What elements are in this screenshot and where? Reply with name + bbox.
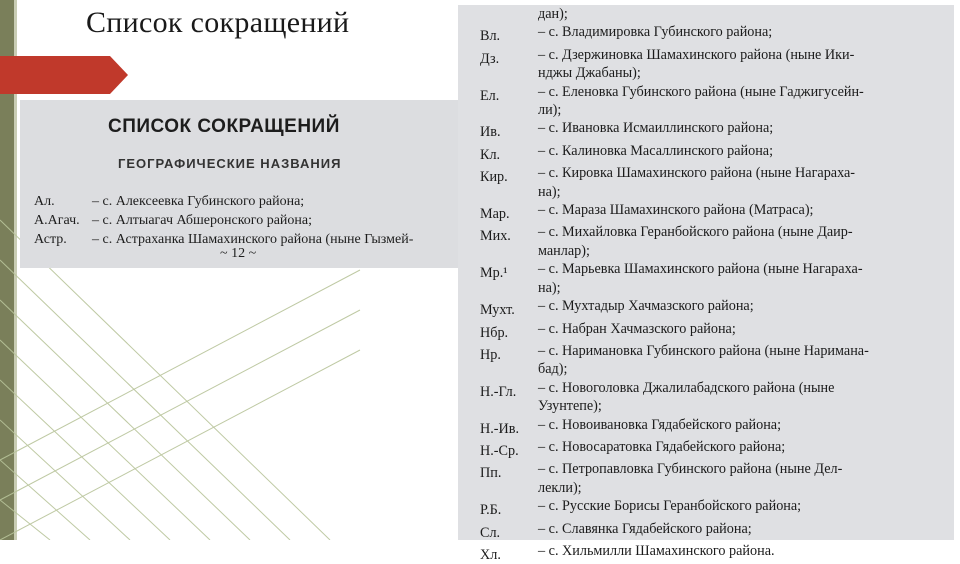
definition: – с. Хильмилли Шамахинского района.	[538, 542, 775, 559]
abbreviation: Ел.	[480, 87, 500, 104]
abbreviation: Астр.	[34, 232, 67, 247]
definition: – с. Алексеевка Губинского района;	[92, 194, 305, 209]
scan-subheading: ГЕОГРАФИЧЕСКИЕ НАЗВАНИЯ	[118, 156, 342, 171]
definition: – с. Набран Хачмазского района;	[538, 320, 736, 337]
slide-title: Список сокращений	[86, 6, 350, 39]
abbreviation: Мих.	[480, 228, 511, 245]
definition: – с. Астраханка Шамахинского района (ныне Гызмей-	[92, 232, 414, 247]
definition: – с. Мухтадыр Хачмазского района;	[538, 298, 754, 315]
list-item	[34, 192, 454, 211]
abbreviation: Н.-Гл.	[480, 383, 517, 400]
definition: – с. Мараза Шамахинского района (Матраса);	[538, 202, 814, 219]
abbreviation: Кир.	[480, 169, 508, 186]
abbreviation: Вл.	[480, 28, 501, 45]
definition: – с. Марьевка Шамахинского района (ныне Нагараха- на);	[538, 261, 863, 296]
abbreviation	[480, 5, 538, 23]
abbreviation: Нбр.	[480, 324, 509, 341]
list-item	[480, 142, 950, 164]
list-item	[480, 497, 950, 519]
list-item	[480, 201, 950, 223]
list-item	[480, 379, 950, 416]
abbreviation: Сл.	[480, 524, 501, 541]
right-entries-list	[480, 5, 950, 564]
definition: – с. Петропавловка Губинского района (ныне Дел- лекли);	[538, 461, 843, 496]
list-item	[480, 320, 950, 342]
list-item	[480, 520, 950, 542]
abbreviation: Н.-Ср.	[480, 442, 519, 459]
list-item	[480, 297, 950, 319]
list-item	[480, 542, 950, 564]
list-item	[34, 211, 454, 230]
abbreviation: Дз.	[480, 50, 500, 67]
list-item	[480, 46, 950, 83]
abbreviation: Пп.	[480, 465, 502, 482]
list-item	[480, 119, 950, 141]
abbreviation: Мр.¹	[480, 265, 508, 282]
list-item	[480, 438, 950, 460]
abbreviation: Мар.	[480, 206, 510, 223]
list-item	[480, 460, 950, 497]
abbreviation: Ив.	[480, 124, 501, 141]
list-item	[480, 223, 950, 260]
abbreviation: Кл.	[480, 146, 501, 163]
abbreviation: Н.-Ив.	[480, 420, 520, 437]
definition: – с. Новоголовка Джалилабадского района (ныне Узунтепе);	[538, 379, 835, 415]
abbreviation: Хл.	[480, 546, 501, 563]
definition: – с. Владимировка Губинского района;	[538, 24, 773, 41]
definition: – с. Ивановка Исмаиллинского района;	[538, 120, 774, 137]
scan-page-right	[458, 5, 954, 563]
definition: – с. Еленовка Губинского района (ныне Гаджигусейн- ли);	[538, 83, 864, 119]
list-item	[480, 5, 950, 23]
definition: – с. Михайловка Геранбойского района (ныне Даир- манлар);	[538, 224, 853, 259]
abbreviation: Р.Б.	[480, 502, 502, 519]
definition: – с. Русские Борисы Геранбойского района;	[538, 498, 802, 515]
abbreviation: Ал.	[34, 194, 55, 209]
list-item	[480, 23, 950, 45]
definition: – с. Наримановка Губинского района (ныне Наримана- бад);	[538, 342, 869, 378]
definition: – с. Новоивановка Гядабейского района;	[538, 416, 782, 433]
definition: – с. Дзержиновка Шамахинского района (ныне Ики- нджы Джабаны);	[538, 46, 855, 82]
abbreviation: Нр.	[480, 346, 501, 363]
abbreviation: А.Агач.	[34, 213, 80, 228]
red-arrow-marker	[0, 56, 128, 94]
definition: дан);	[538, 6, 568, 22]
abbreviation: Мухт.	[480, 302, 515, 319]
list-item	[480, 164, 950, 201]
definition: – с. Новосаратовка Гядабейского района;	[538, 438, 786, 455]
definition: – с. Калиновка Масаллинского района;	[538, 142, 774, 159]
list-item	[480, 260, 950, 297]
list-item	[480, 416, 950, 438]
definition: – с. Алтыагач Абшеронского района;	[92, 213, 312, 228]
list-item	[480, 83, 950, 120]
definition: – с. Кировка Шамахинского района (ныне Нагараха- на);	[538, 165, 856, 200]
list-item	[480, 342, 950, 379]
scan-clip-left	[20, 100, 458, 268]
definition: – с. Славянка Гядабейского района;	[538, 520, 752, 537]
page-number: ~ 12 ~	[220, 246, 257, 261]
left-entries-list	[34, 192, 454, 249]
scan-heading: СПИСОК СОКРАЩЕНИЙ	[108, 116, 340, 137]
